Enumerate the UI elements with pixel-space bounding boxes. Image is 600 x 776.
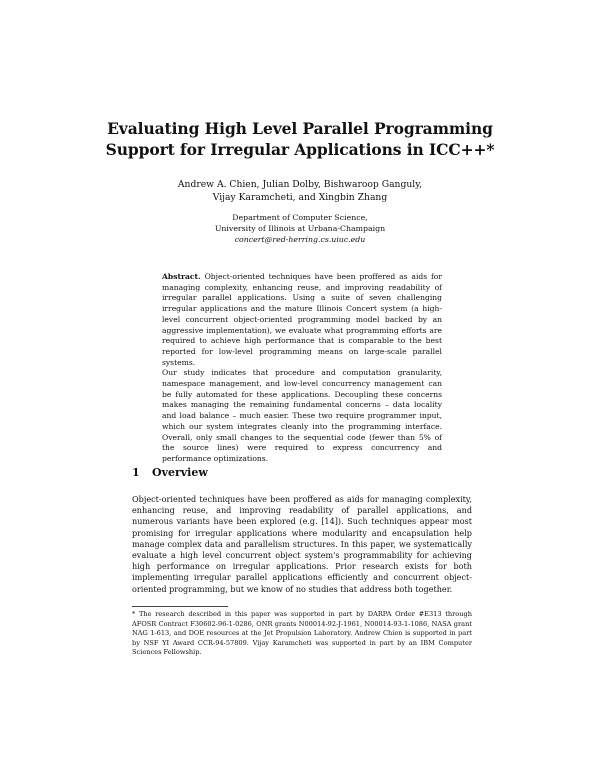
footnote-rule [132, 606, 228, 607]
body-paragraph: Object-oriented techniques have been proffered as aids for managing complexity, enhancing reuse, and improving readability of parallel applications, and numerous variants have been explored (e.g. [14]). Such techniques appear most promising for irregular applications where modularity and encapsulation help manage complex data and parallelism structures. In this paper, we systematically evaluate a high level concurrent object system's programmability for achieving high performance on irregular applications. Prior research exists for both implementing irregular parallel applications efficiently and concurrent object-oriented programming, but we know of no studies that address both together. [132, 494, 472, 594]
body-text [132, 494, 472, 595]
abstract [162, 272, 442, 465]
abstract-paragraph-2: Our study indicates that procedure and computation granularity, namespace management, and low-level concurrency management can be fully automated for these applications. Decoupling these concerns makes managing the remaining fundamental concerns – data locality and load balance – much easier. These two require programmer input, which our system integrates cleanly into the programming interface. Overall, only small changes to the sequential code (fewer than 5% of the source lines) were required to express concurrency and performance optimizations. [162, 368, 442, 463]
affiliation [0, 212, 600, 245]
section-heading [132, 466, 208, 480]
abstract-text-1: Object-oriented techniques have been proffered as aids for managing complexity, enhancing reuse, and improving readability of irregular parallel applications. Using a suite of seven challenging irregular applications and the mature Illinois Concert system (a high-level concurrent object-oriented programming model backed by an aggressive implementation), we evaluate what programming efforts are required to achieve high performance that is comparable to the best reported for low-level programming means on large-scale parallel systems. [162, 272, 442, 367]
paper-title [0, 118, 600, 160]
authors-line-1: Andrew A. Chien, Julian Dolby, Bishwaroop Ganguly, [177, 179, 423, 190]
affiliation-email: concert@red-herring.cs.uiuc.edu [234, 235, 366, 244]
footnote [132, 610, 472, 658]
title-line-1: Evaluating High Level Parallel Programming [107, 119, 493, 138]
footnote-text: * The research described in this paper was supported in part by DARPA Order #E313 through AFOSR Contract F30602-96-1-0286, ONR grants N00014-92-J-1961, N00014-93-1-1086, NASA grant NAG 1-613, and DOE resources at the Jet Propulsion Laboratory. Andrew Chien is supported in part by NSF YI Award CCR-94-57809. Vijay Karamcheti was supported in part by an IBM Computer Sciences Fellowship. [132, 610, 472, 657]
title-line-2: Support for Irregular Applications in ICC++* [105, 140, 495, 159]
abstract-paragraph-1 [162, 272, 442, 368]
abstract-heading: Abstract. [162, 272, 201, 281]
section-title: Overview [152, 466, 208, 479]
affiliation-department: Department of Computer Science, [232, 213, 368, 222]
authors-line-2: Vijay Karamcheti, and Xingbin Zhang [212, 192, 388, 203]
author-list [0, 178, 600, 204]
section-number: 1 [132, 466, 140, 479]
affiliation-university: University of Illinois at Urbana-Champaign [214, 224, 386, 233]
